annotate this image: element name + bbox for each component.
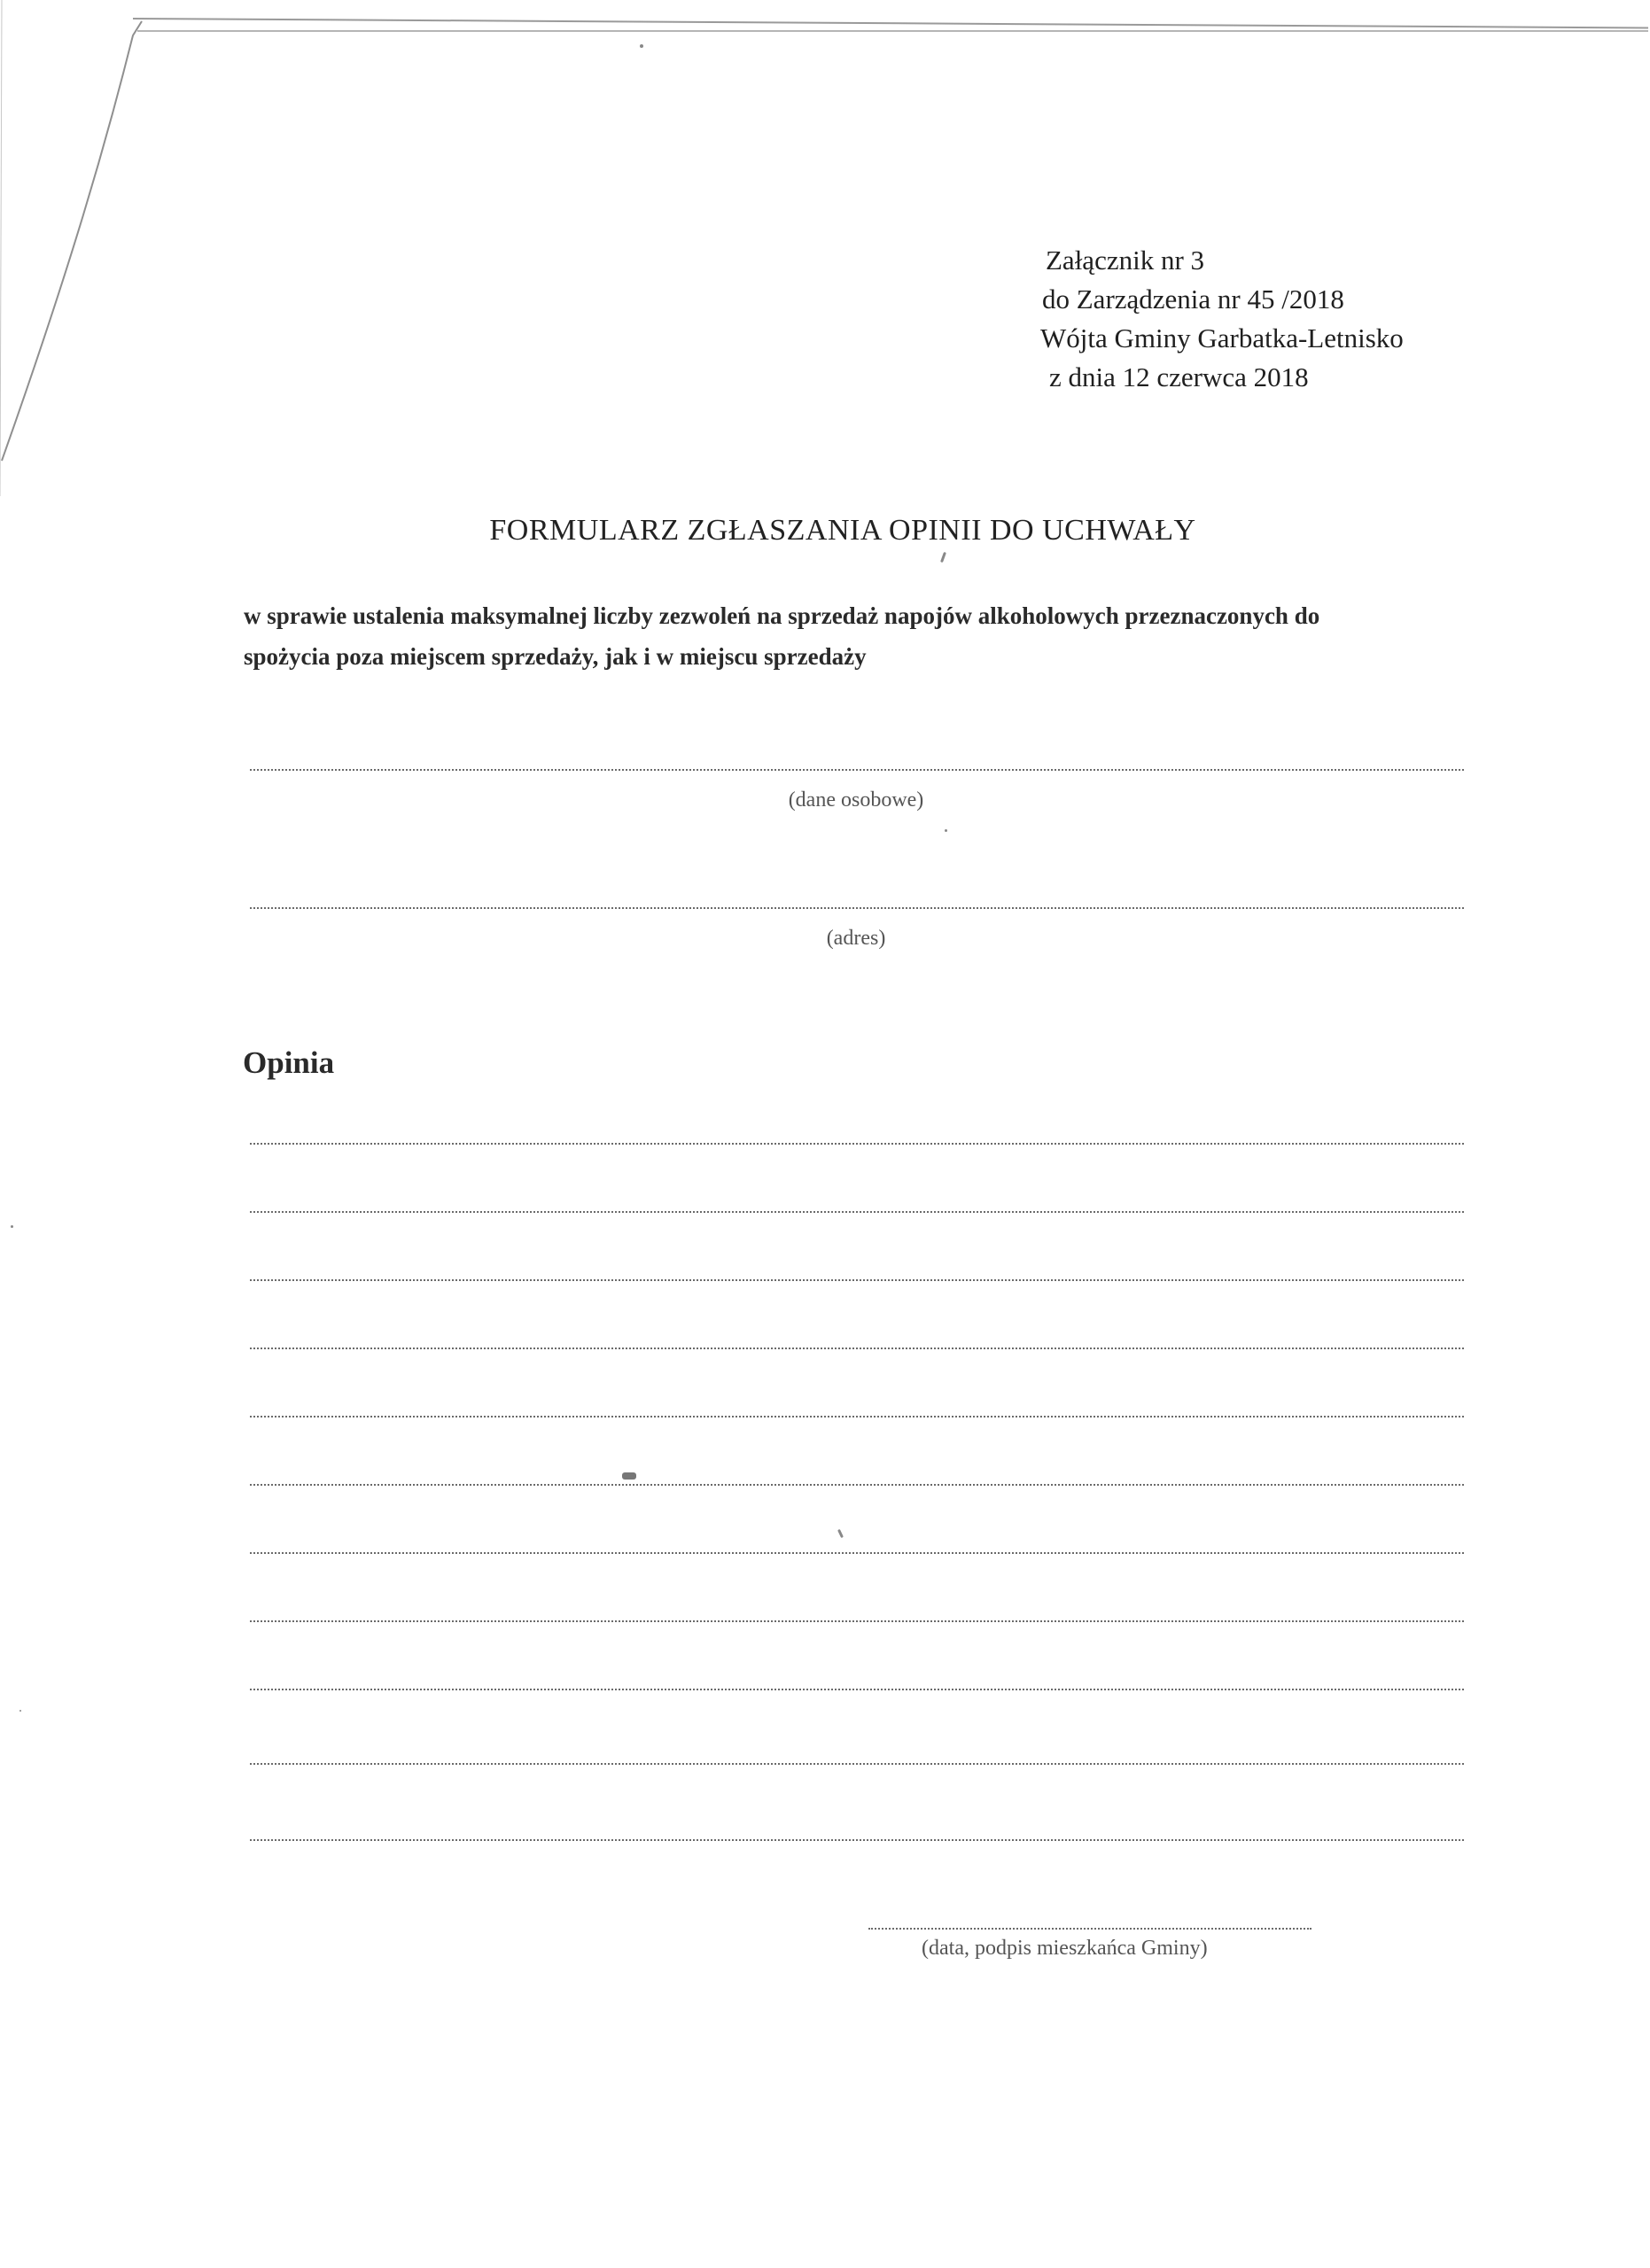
- attachment-number: Załącznik nr 3: [1046, 245, 1205, 276]
- scan-speck: [622, 1472, 636, 1480]
- opinion-line[interactable]: [250, 1689, 1464, 1690]
- scan-speck: [940, 552, 946, 563]
- signature-field[interactable]: [868, 1928, 1311, 1930]
- opinion-line[interactable]: [250, 1211, 1464, 1213]
- page-edge-top: [133, 18, 1648, 28]
- scan-speck: [945, 829, 947, 832]
- scan-speck: [837, 1529, 844, 1538]
- issuer: Wójta Gminy Garbatka-Letnisko: [1040, 322, 1404, 353]
- address-caption: (adres): [826, 927, 886, 950]
- subject-line-1: w sprawie ustalenia maksymalnej liczby zezwoleń na sprzedaż napojów alkoholowych przeznaczonych do: [244, 602, 1320, 629]
- issue-date: z dnia 12 czerwca 2018: [1049, 361, 1309, 392]
- scan-speck: [19, 1710, 21, 1712]
- attachment-header: [1040, 241, 1404, 397]
- form-title: FORMULARZ ZGŁASZANIA OPINII DO UCHWAŁY: [489, 514, 1196, 547]
- folded-corner-shadow: [0, 0, 177, 496]
- opinion-line[interactable]: [250, 1416, 1464, 1418]
- ordinance-number: do Zarządzenia nr 45 /2018: [1042, 284, 1344, 315]
- opinion-line[interactable]: [250, 1552, 1464, 1554]
- opinion-line[interactable]: [250, 1279, 1464, 1281]
- opinion-line[interactable]: [250, 1143, 1464, 1145]
- form-subject: [244, 595, 1475, 677]
- scan-speck: [11, 1225, 13, 1228]
- opinion-line[interactable]: [250, 1839, 1464, 1841]
- scan-speck: [640, 44, 643, 48]
- page-edge-top-inner: [137, 30, 1648, 32]
- address-field[interactable]: [250, 907, 1464, 909]
- opinion-line[interactable]: [250, 1620, 1464, 1622]
- personal-data-field[interactable]: [250, 769, 1464, 771]
- opinion-line[interactable]: [250, 1348, 1464, 1349]
- personal-data-caption: (dane osobowe): [788, 788, 924, 812]
- opinion-heading: Opinia: [243, 1045, 335, 1080]
- opinion-line[interactable]: [250, 1763, 1464, 1765]
- opinion-line[interactable]: [250, 1484, 1464, 1486]
- subject-line-2: spożycia poza miejscem sprzedaży, jak i w miejscu sprzedaży: [244, 643, 867, 670]
- signature-caption: (data, podpis mieszkańca Gminy): [922, 1937, 1208, 1960]
